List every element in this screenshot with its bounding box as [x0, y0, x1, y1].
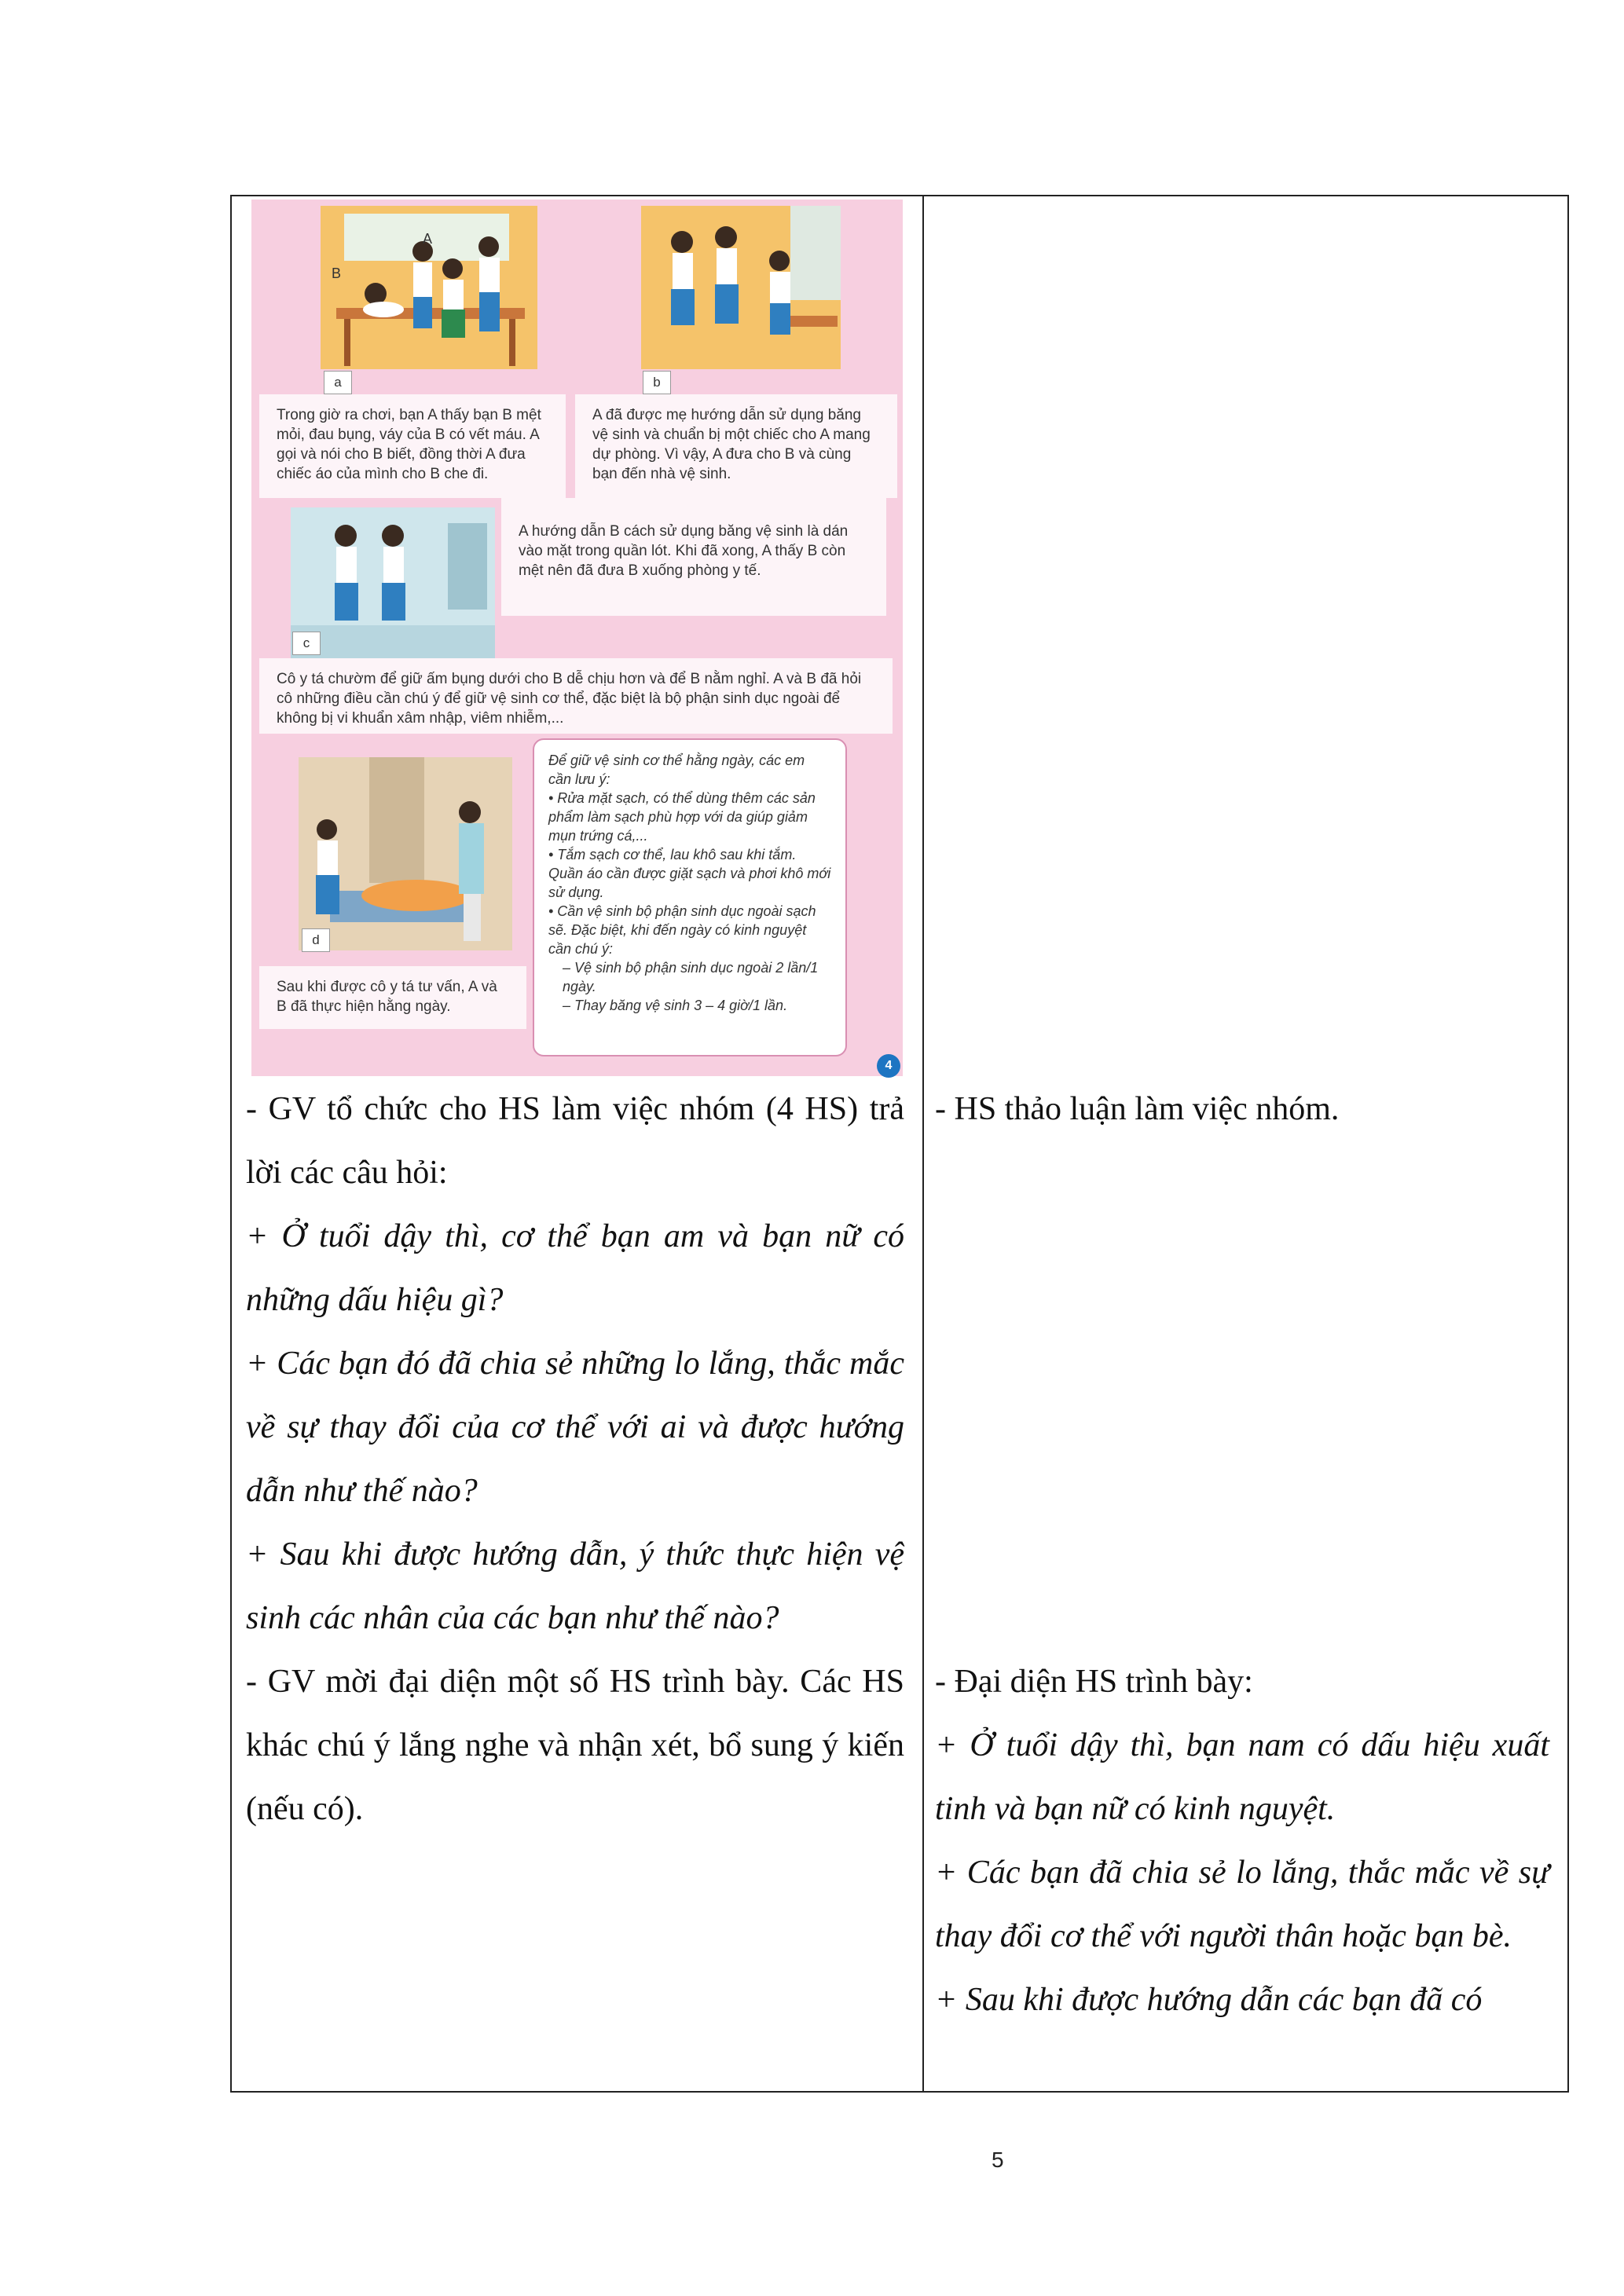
textbook-illustration: [251, 200, 903, 1076]
note-sub-item: – Thay băng vệ sinh 3 – 4 giờ/1 lần.: [563, 998, 788, 1013]
panel-c-caption: A hướng dẫn B cách sử dụng băng vệ sinh là dán vào mặt trong quần lót. Khi đã xong, A thấy B còn mệt nên đã đưa B xuống phòng y tế.: [501, 498, 886, 616]
answer-2: + Các bạn đã chia sẻ lo lắng, thắc mắc về sự thay đổi cơ thể với người thân hoặc bạn bè.: [935, 1855, 1549, 1954]
student-present: - Đại diện HS trình bày:: [935, 1664, 1253, 1700]
answer-3: + Sau khi được hướng dẫn các bạn đã có: [935, 1982, 1483, 2018]
student-discussion: - HS thảo luận làm việc nhóm.: [935, 1091, 1340, 1127]
panel-c-tag: c: [292, 632, 321, 655]
teacher-activities: [246, 1078, 904, 1841]
column-divider: [922, 196, 924, 2091]
panel-a-label-b: B: [332, 265, 342, 281]
panel-a-caption: Trong giờ ra chơi, bạn A thấy bạn B mệt mỏi, đau bụng, váy của B có vết máu. A gọi và nói cho B biết, đồng thời A đưa chiếc áo của mình cho B che đi.: [259, 394, 566, 498]
question-3: + Sau khi được hướng dẫn, ý thức thực hiện vệ sinh các nhân của các bạn như thế nào?: [246, 1536, 904, 1636]
question-1: + Ở tuổi dậy thì, cơ thể bạn am và bạn nữ có những dấu hiệu gì?: [246, 1218, 904, 1318]
hygiene-note-box: [533, 738, 847, 1056]
note-sub-item: – Vệ sinh bộ phận sinh dục ngoài 2 lần/1 ngày.: [563, 960, 819, 994]
page-number: 5: [992, 2148, 1004, 2172]
answer-1: + Ở tuổi dậy thì, bạn nam có dấu hiệu xuất tinh và bạn nữ có kinh nguyệt.: [935, 1727, 1549, 1827]
textbook-page-badge: 4: [877, 1054, 900, 1078]
scene-d-picture: [299, 757, 512, 950]
scene-c-picture: [291, 507, 495, 674]
student-activities: [935, 1078, 1549, 2032]
panel-d-caption: Sau khi được cô y tá tư vấn, A và B đã thực hiện hằng ngày.: [259, 966, 526, 1029]
panel-b-caption: A đã được mẹ hướng dẫn sử dụng băng vệ sinh và chuẩn bị một chiếc cho A mang dự phòng. Vì vậy, A đưa cho B và cùng bạn đến nhà vệ sinh.: [575, 394, 897, 498]
note-item: • Cần vệ sinh bộ phận sinh dục ngoài sạch sẽ. Đặc biệt, khi đến ngày có kinh nguyệt cần chú ý:: [548, 903, 816, 957]
question-2: + Các bạn đó đã chia sẻ những lo lắng, thắc mắc về sự thay đổi của cơ thể với ai và được hướng dẫn như thế nào?: [246, 1346, 904, 1509]
note-intro: Để giữ vệ sinh cơ thể hằng ngày, các em cần lưu ý:: [548, 753, 805, 787]
nurse-paragraph: Cô y tá chườm để giữ ấm bụng dưới cho B dễ chịu hơn và để B nằm nghỉ. A và B đã hỏi cô những điều cần chú ý để giữ vệ sinh cơ thể, đặc biệt là bộ phận sinh dục ngoài để không bị vi khuẩn xâm nhập, viêm nhiễm,...: [259, 658, 893, 734]
panel-a-label-a: A: [423, 231, 433, 247]
note-item: • Tắm sạch cơ thể, lau khô sau khi tắm. Quần áo cần được giặt sạch và phơi khô mới sử dụng.: [548, 847, 831, 900]
panel-d-tag: d: [302, 928, 330, 952]
scene-b-picture: [641, 206, 841, 369]
panel-b-tag: b: [643, 371, 671, 394]
teacher-invite: - GV mời đại diện một số HS trình bày. Các HS khác chú ý lắng nghe và nhận xét, bổ sung ý kiến (nếu có).: [246, 1664, 904, 1827]
teacher-instruction: - GV tổ chức cho HS làm việc nhóm (4 HS) trả lời các câu hỏi:: [246, 1091, 904, 1191]
note-item: • Rửa mặt sạch, có thể dùng thêm các sản phẩm làm sạch phù hợp với da giúp giảm mụn trứng cá,...: [548, 790, 816, 844]
panel-a-tag: a: [324, 371, 352, 394]
